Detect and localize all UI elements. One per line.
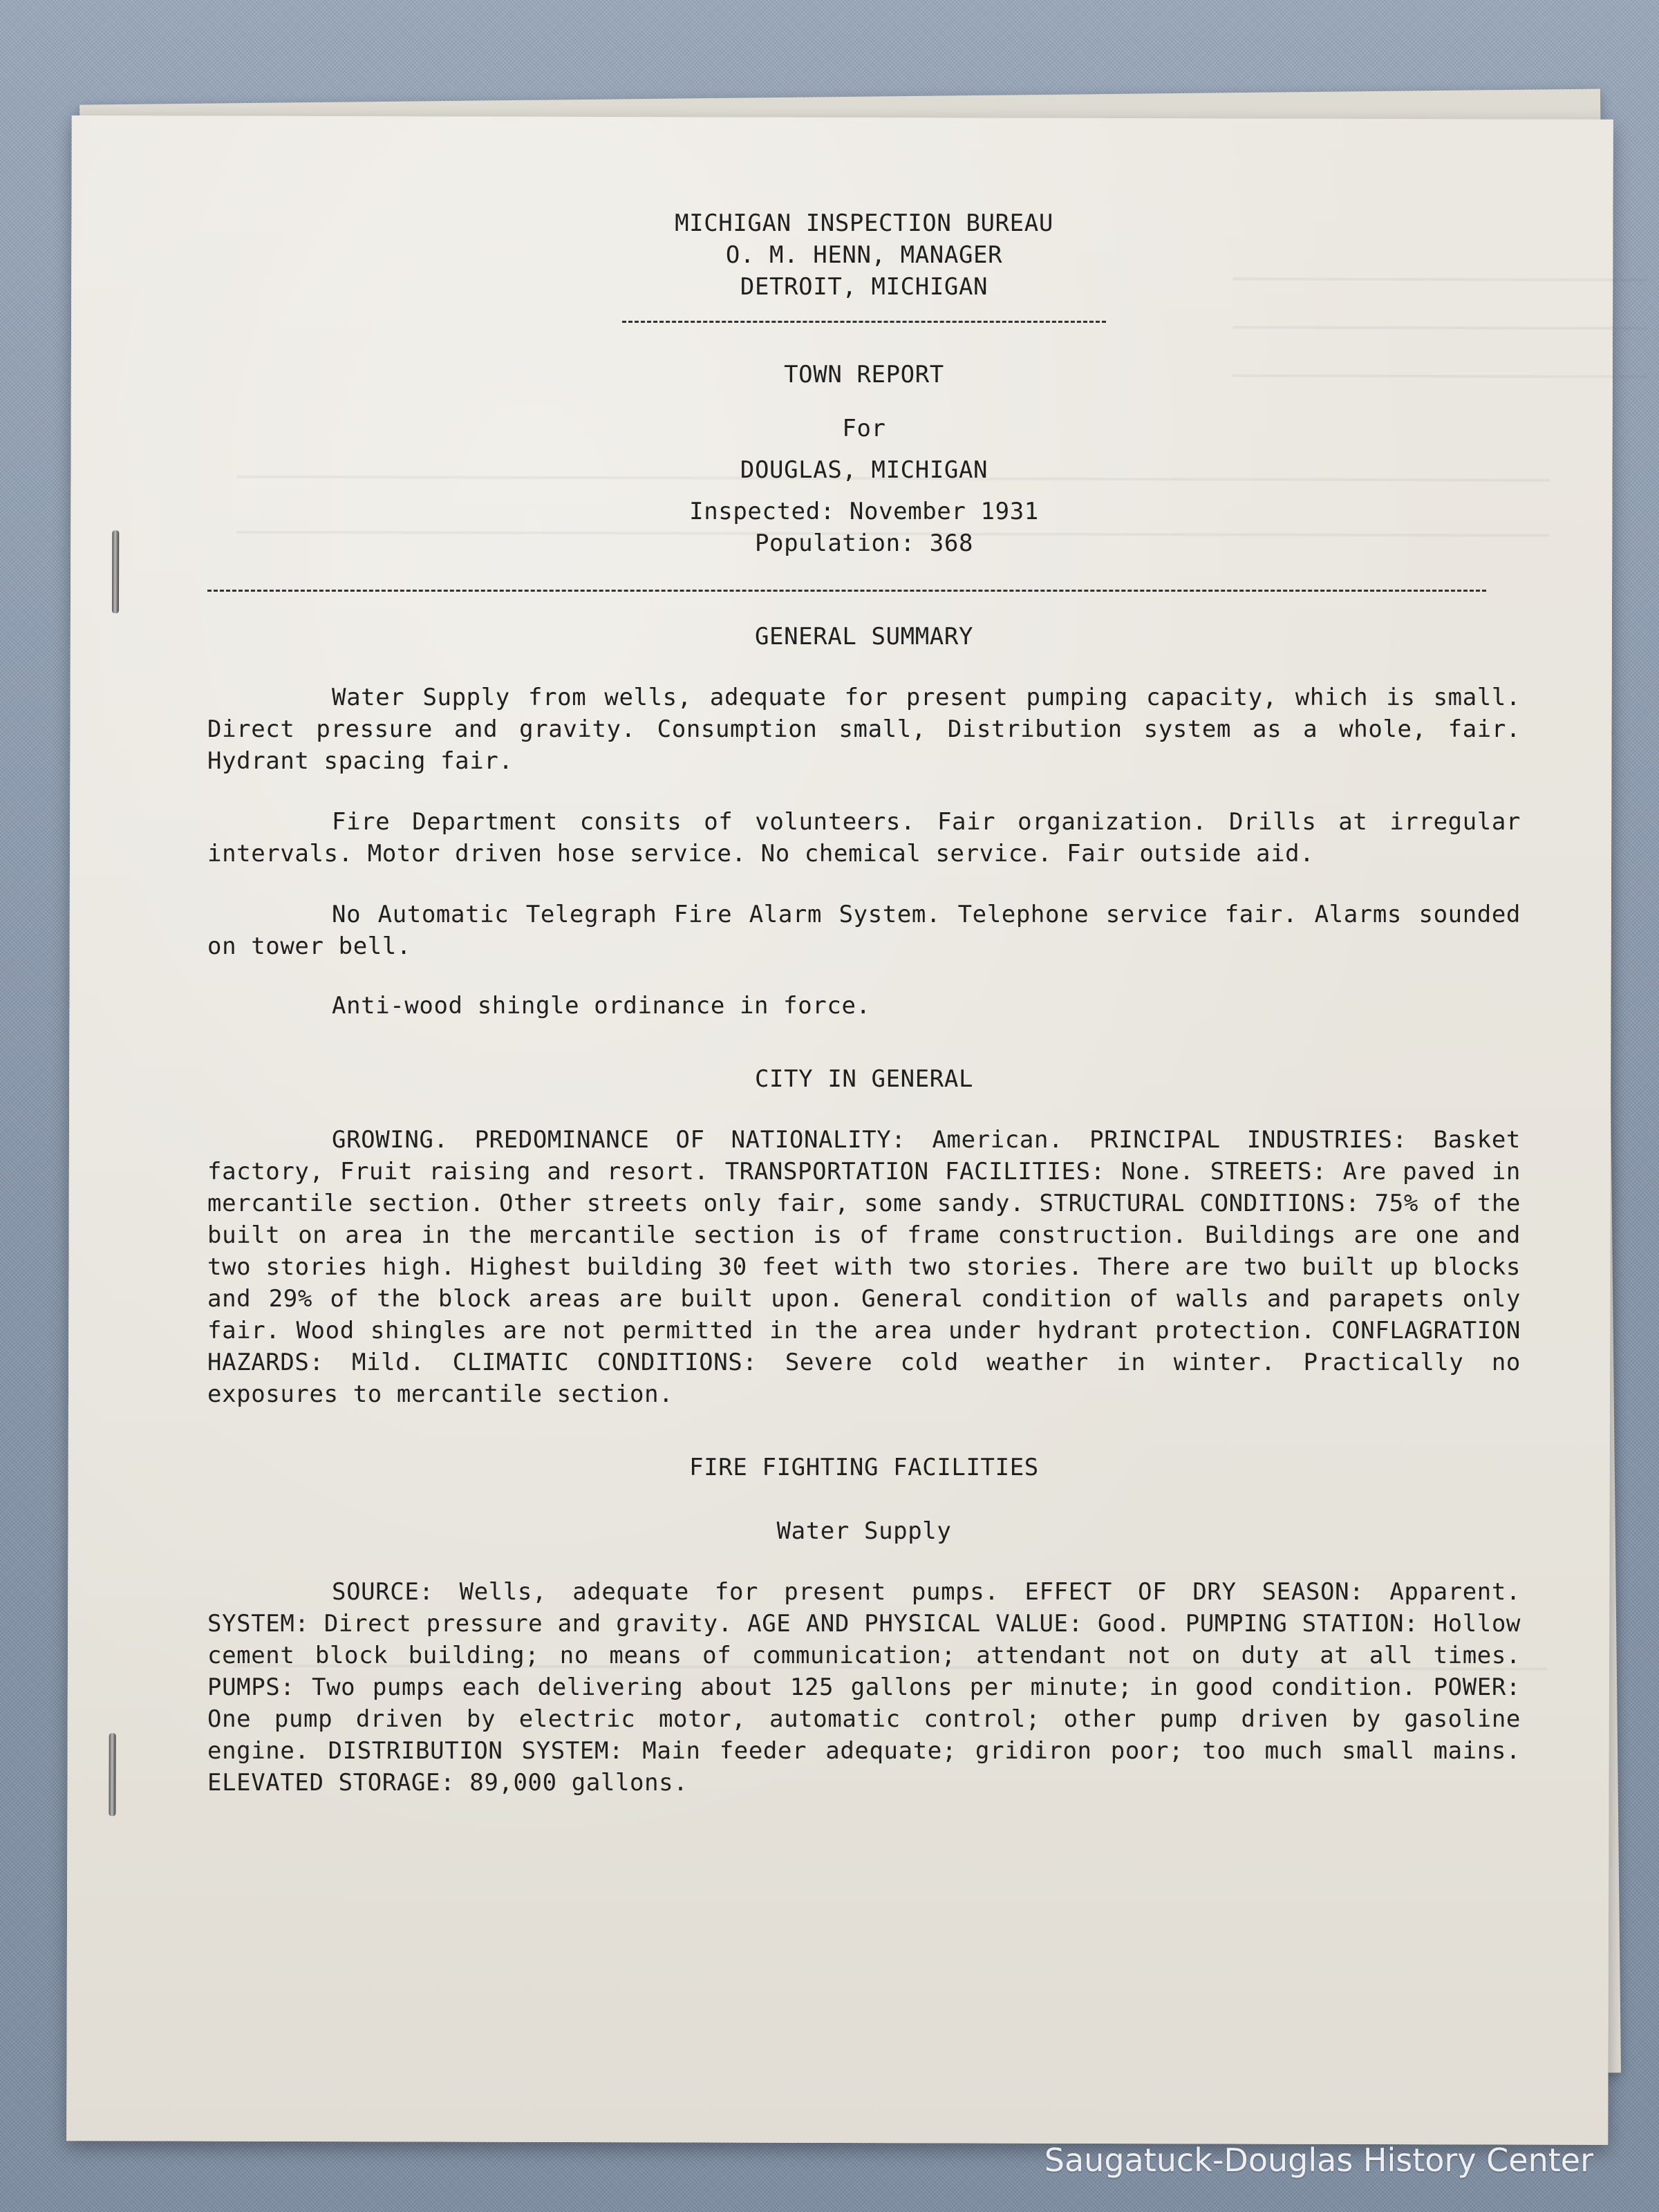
letterhead [207, 207, 1521, 303]
water-supply-text: SOURCE: Wells, adequate for present pumps. EFFECT OF DRY SEASON: Apparent. SYSTEM: Direct pressure and gravity. AGE AND PHYSICAL VALUE: Good. PUMPING STATION: Hollow cement block building; no means of communication; attendant not on duty at all times. PUMPS: Two pumps each delivering about 125 gallons per minute; in good condition. POWER: One pump driven by electric motor, automatic control; other pump driven by gasoline engine. DISTRIBUTION SYSTEM: Main feeder adequate; gridiron poor; too much small mains. ELEVATED STORAGE: 89,000 gallons. [207, 1578, 1521, 1797]
for-label: For [842, 415, 886, 442]
population: Population: 368 [754, 529, 974, 557]
general-summary-heading: GENERAL SUMMARY [754, 623, 974, 650]
report-text [207, 207, 1521, 1799]
staple-icon [109, 1733, 115, 1816]
summary-water-supply: Water Supply from wells, adequate for present pumping capacity, which is small. Direct pressure and gravity. Consumption small, Distribution system as a whole, fair. Hydrant spacing fair. [207, 684, 1521, 775]
inspection-date: Inspected: November 1931 [689, 498, 1039, 525]
city-in-general-heading: CITY IN GENERAL [754, 1065, 974, 1093]
staple-icon [112, 530, 119, 613]
city-in-general-text: GROWING. PREDOMINANCE OF NATIONALITY: American. PRINCIPAL INDUSTRIES: Basket factory, Fruit raising and resort. TRANSPORTATION FACILITIES: None. STREETS: Are paved in mercantile section. Other streets only fair, some sandy. STRUCTURAL CONDITIONS: 75% of the built on area in the mercantile section is of frame construction. Buildings are one and two stories high. Highest building 30 feet with two stories. There are two built up blocks and 29% of the block areas are built upon. General condition of walls and parapets only fair. Wood shingles are not permitted in the area under hydrant protection. CONFLAGRATION HAZARDS: Mild. CLIMATIC CONDITIONS: Severe cold weather in winter. Practically no exposures to mercantile section. [207, 1126, 1521, 1408]
report-title: TOWN REPORT [784, 361, 944, 388]
divider-long [207, 590, 1486, 592]
town-name: DOUGLAS, MICHIGAN [740, 456, 988, 484]
summary-fire-department: Fire Department consits of volunteers. Fair organization. Drills at irregular intervals. Motor driven hose service. No chemical service. Fair outside aid. [207, 808, 1521, 868]
summary-ordinance: Anti-wood shingle ordinance in force. [332, 992, 871, 1020]
water-supply-subheading: Water Supply [776, 1517, 952, 1545]
fire-fighting-heading: FIRE FIGHTING FACILITIES [689, 1454, 1039, 1481]
bureau-location: DETROIT, MICHIGAN [740, 273, 988, 301]
bureau-name: MICHIGAN INSPECTION BUREAU [675, 209, 1053, 237]
source-watermark: Saugatuck-Douglas History Center [1044, 2141, 1593, 2179]
summary-fire-alarm: No Automatic Telegraph Fire Alarm System. Telephone service fair. Alarms sounded on tower bell. [207, 901, 1521, 960]
manager-name: O. M. HENN, MANAGER [725, 241, 1003, 269]
